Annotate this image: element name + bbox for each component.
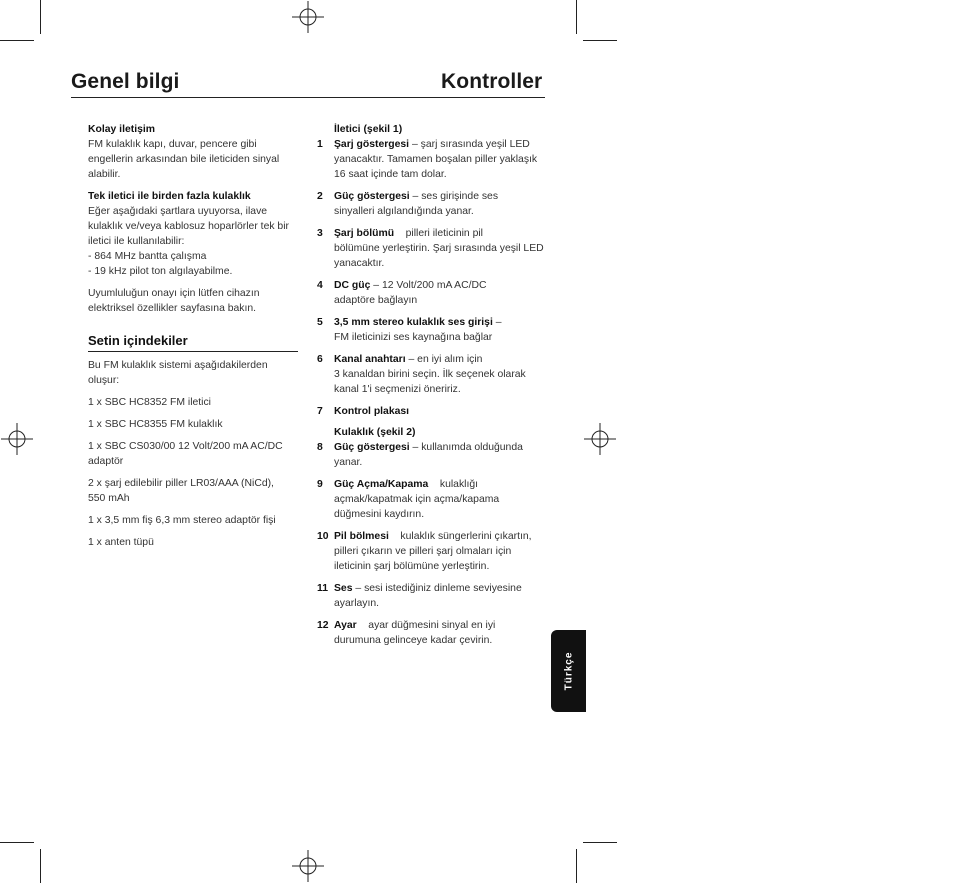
text-line: bölümüne yerleştirin. Şarj sırasında yeşil LED — [334, 243, 544, 254]
item-number: 9 — [317, 479, 323, 490]
list-item — [88, 439, 300, 469]
text-line: kanal 1'i seçmenizi öneririz. — [334, 384, 461, 395]
list-item — [88, 395, 300, 410]
text-line: sesi istediğiniz dinleme seviyesine — [364, 583, 522, 594]
text-line: iletici ile kullanılabilir: — [88, 236, 185, 247]
separator: – — [409, 442, 422, 453]
list-item — [88, 476, 300, 506]
crop-mark — [40, 0, 41, 34]
item-number: 2 — [317, 191, 323, 202]
text-line: 1 x 3,5 mm fiş 6,3 mm stereo adaptör fişi — [88, 515, 276, 526]
set-contents-heading: Setin içindekiler — [88, 333, 188, 348]
text-line: kulaklığı — [439, 479, 479, 490]
text-line: elektriksel özellikler sayfasına bakın. — [88, 303, 257, 314]
text-line: sinyalleri algılandığında yanar. — [334, 206, 474, 217]
text-line: engellerin arkasından bile ileticiden sinyal — [88, 154, 280, 165]
item-title: 3,5 mm stereo kulaklık ses girişi — [334, 317, 493, 328]
text-line: Bu FM kulaklık sistemi aşağıdakilerden — [88, 360, 268, 371]
control-item — [317, 477, 547, 522]
text-line: 550 mAh — [88, 493, 130, 504]
item-title: Güç Açma/Kapama — [334, 479, 429, 490]
section-divider — [88, 351, 298, 352]
control-item — [317, 529, 547, 574]
control-item — [317, 226, 547, 271]
registration-mark-icon — [291, 0, 325, 34]
text-line: - 19 kHz pilot ton algılayabilme. — [88, 266, 233, 277]
heading-divider — [71, 97, 545, 98]
item-title: Güç göstergesi — [334, 191, 410, 202]
registration-mark-icon — [583, 422, 617, 456]
control-item — [317, 618, 547, 648]
text-line: FM ileticinizi ses kaynağına bağlar — [334, 332, 493, 343]
separator — [389, 531, 401, 542]
item-title: Şarj bölümü — [334, 228, 395, 239]
registration-mark-icon — [291, 849, 325, 883]
separator — [428, 479, 440, 490]
item-number: 7 — [317, 406, 323, 417]
item-number: 10 — [317, 531, 329, 542]
text-line: kulaklık süngerlerini çıkartın, — [400, 531, 532, 542]
crop-mark — [0, 40, 34, 41]
text-line: adaptöre bağlayın — [334, 295, 418, 306]
text-line: 1 x SBC HC8355 FM kulaklık — [88, 419, 223, 430]
text-line: en iyi alım için — [417, 354, 483, 365]
crop-mark — [40, 849, 41, 883]
item-number: 3 — [317, 228, 323, 239]
control-item — [317, 352, 547, 397]
language-tab — [551, 630, 586, 712]
text-line: düğmesini kaydırın. — [334, 509, 425, 520]
item-title: DC güç — [334, 280, 371, 291]
controls-column — [317, 122, 547, 655]
general-info-column — [88, 122, 300, 557]
text-line: oluşur: — [88, 375, 120, 386]
item-title: Kanal anahtarı — [334, 354, 406, 365]
text-line: yanacaktır. — [334, 258, 385, 269]
item-number: 1 — [317, 139, 323, 150]
text-line: 2 x şarj edilebilir piller LR03/AAA (NiCd), — [88, 478, 274, 489]
text-line: ses girişinde ses — [421, 191, 499, 202]
item-number: 5 — [317, 317, 323, 328]
section-title: Kolay iletişim — [88, 124, 155, 135]
text-line: 1 x anten tüpü — [88, 537, 154, 548]
text-line: pilleri çıkarın ve pilleri şarj olmaları için — [334, 546, 512, 557]
text-line: Uyumluluğun onayı için lütfen cihazın — [88, 288, 260, 299]
text-line: Eğer aşağıdaki şartlara uyuyorsa, ilave — [88, 206, 268, 217]
text-line: 1 x SBC CS030/00 12 Volt/200 mA AC/DC — [88, 441, 283, 452]
text-line: 12 Volt/200 mA AC/DC — [381, 280, 487, 291]
text-line: yanar. — [334, 457, 363, 468]
crop-mark — [583, 40, 617, 41]
section-title: Tek iletici ile birden fazla kulaklık — [88, 191, 251, 202]
item-title: Ayar — [334, 620, 357, 631]
item-number: 11 — [317, 583, 328, 594]
text-line: ayarlayın. — [334, 598, 380, 609]
crop-mark — [576, 849, 577, 883]
separator — [394, 228, 406, 239]
text-line: kulaklık ve/veya kablosuz hoparlörler tek bir — [88, 221, 289, 232]
text-line: - 864 MHz bantta çalışma — [88, 251, 207, 262]
control-item — [317, 404, 547, 419]
text-line: 16 saat içinde tam dolar. — [334, 169, 447, 180]
text-line: pilleri ileticinin pil — [405, 228, 483, 239]
text-line: durumuna gelinceye kadar çevirin. — [334, 635, 493, 646]
easy-communication-section — [88, 122, 300, 182]
list-item — [88, 513, 300, 528]
control-item — [317, 315, 547, 345]
text-line: 1 x SBC HC8352 FM iletici — [88, 397, 211, 408]
control-item — [317, 581, 547, 611]
text-line: alabilir. — [88, 169, 121, 180]
separator — [357, 620, 369, 631]
item-title: Kontrol plakası — [334, 406, 410, 417]
item-number: 12 — [317, 620, 329, 631]
separator: – — [405, 354, 418, 365]
registration-mark-icon — [0, 422, 34, 456]
text-line: FM kulaklık kapı, duvar, pencere gibi — [88, 139, 257, 150]
control-item — [317, 440, 547, 470]
crop-mark — [0, 842, 34, 843]
set-intro — [88, 358, 300, 388]
text-line: ayar düğmesini sinyal en iyi — [368, 620, 496, 631]
transmitter-subheading: İletici (şekil 1) — [334, 124, 403, 135]
language-label: Türkçe — [563, 651, 574, 691]
crop-mark — [583, 842, 617, 843]
item-number: 4 — [317, 280, 323, 291]
control-item — [317, 189, 547, 219]
separator: – — [409, 191, 422, 202]
item-number: 6 — [317, 354, 323, 365]
item-title: Ses — [334, 583, 353, 594]
control-item — [317, 137, 547, 182]
headphone-subheading: Kulaklık (şekil 2) — [334, 427, 416, 438]
separator: – — [370, 280, 382, 291]
item-number: 8 — [317, 442, 323, 453]
compatibility-note — [88, 286, 300, 316]
item-title: Güç göstergesi — [334, 442, 410, 453]
text-line: adaptör — [88, 456, 124, 467]
page-title-general-info: Genel bilgi — [71, 70, 180, 93]
text-line: şarj sırasında yeşil LED — [420, 139, 530, 150]
text-line: kullanımda olduğunda — [421, 442, 523, 453]
text-line: 3 kanaldan birini seçin. İlk seçenek olarak — [334, 369, 526, 380]
control-item — [317, 278, 547, 308]
separator: – — [492, 317, 502, 328]
text-line: ileticinin şarj bölümüne yerleştirin. — [334, 561, 490, 572]
crop-mark — [576, 0, 577, 34]
page-title-controls: Kontroller — [441, 70, 543, 93]
separator: – — [352, 583, 365, 594]
list-item — [88, 417, 300, 432]
text-line: yanacaktır. Tamamen boşalan piller yaklaşık — [334, 154, 538, 165]
item-title: Şarj göstergesi — [334, 139, 410, 150]
item-title: Pil bölmesi — [334, 531, 389, 542]
multi-headphone-section — [88, 189, 300, 279]
separator: – — [409, 139, 421, 150]
text-line: açmak/kapatmak için açma/kapama — [334, 494, 500, 505]
list-item — [88, 535, 300, 550]
